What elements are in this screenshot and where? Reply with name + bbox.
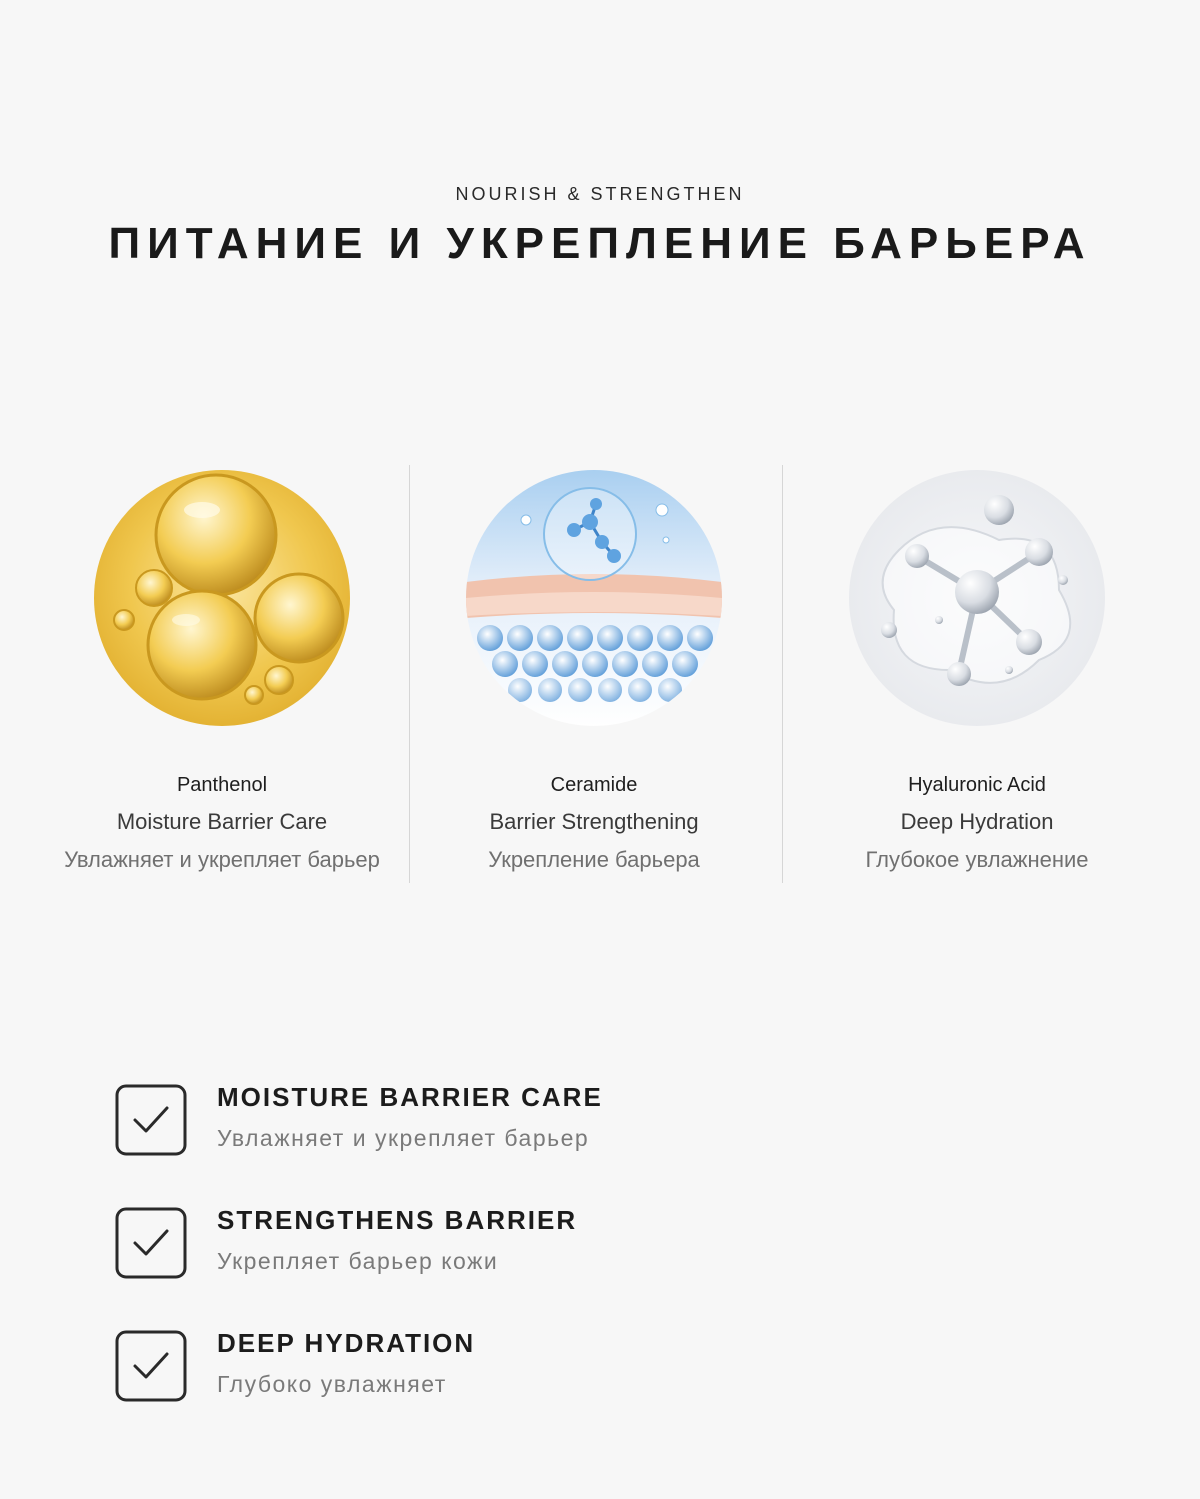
ingredient-benefit-ru: Глубокое увлажнение [865,847,1089,872]
skin-layers-image [466,470,722,726]
oil-bubbles-image [94,470,350,726]
benefit-title: MOISTURE BARRIER CARE [217,1082,603,1112]
ingredient-ceramide [409,465,779,873]
benefits-list [115,1082,815,1451]
ingredient-benefit-ru: Укрепление барьера [488,847,700,872]
benefit-title: STRENGTHENS BARRIER [217,1205,578,1235]
benefit-text [217,1328,475,1398]
benefit-item [115,1082,815,1205]
page-title: ПИТАНИЕ И УКРЕПЛЕНИЕ БАРЬЕРА [108,219,1092,268]
checkbox-check-icon [115,1330,187,1402]
benefit-item [115,1328,815,1451]
water-droplets-image [849,470,1105,726]
benefit-text [217,1205,577,1275]
ingredient-benefit-en: Barrier Strengthening [489,809,699,834]
benefit-item [115,1205,815,1328]
ingredient-hyaluronic-acid [792,465,1162,873]
benefit-subtitle: Укрепляет барьер кожи [217,1248,499,1274]
benefit-text [217,1082,603,1152]
ingredient-benefit-ru: Увлажняет и укрепляет барьер [64,847,380,872]
checkbox-check-icon [115,1084,187,1156]
benefit-title: DEEP HYDRATION [217,1328,476,1358]
ingredient-name: Hyaluronic Acid [908,774,1046,796]
ingredient-name: Panthenol [176,774,268,796]
benefit-subtitle: Увлажняет и укрепляет барьер [217,1125,590,1151]
header [0,184,1200,269]
ingredient-name: Ceramide [550,774,638,796]
eyebrow-text: NOURISH & STRENGTHEN [455,184,745,204]
ingredients-section [0,465,1200,883]
ingredient-panthenol [37,465,407,873]
ingredient-benefit-en: Moisture Barrier Care [116,809,328,834]
benefit-subtitle: Глубоко увлажняет [217,1371,447,1397]
column-divider [782,465,783,883]
checkbox-check-icon [115,1207,187,1279]
ingredient-benefit-en: Deep Hydration [900,809,1054,834]
